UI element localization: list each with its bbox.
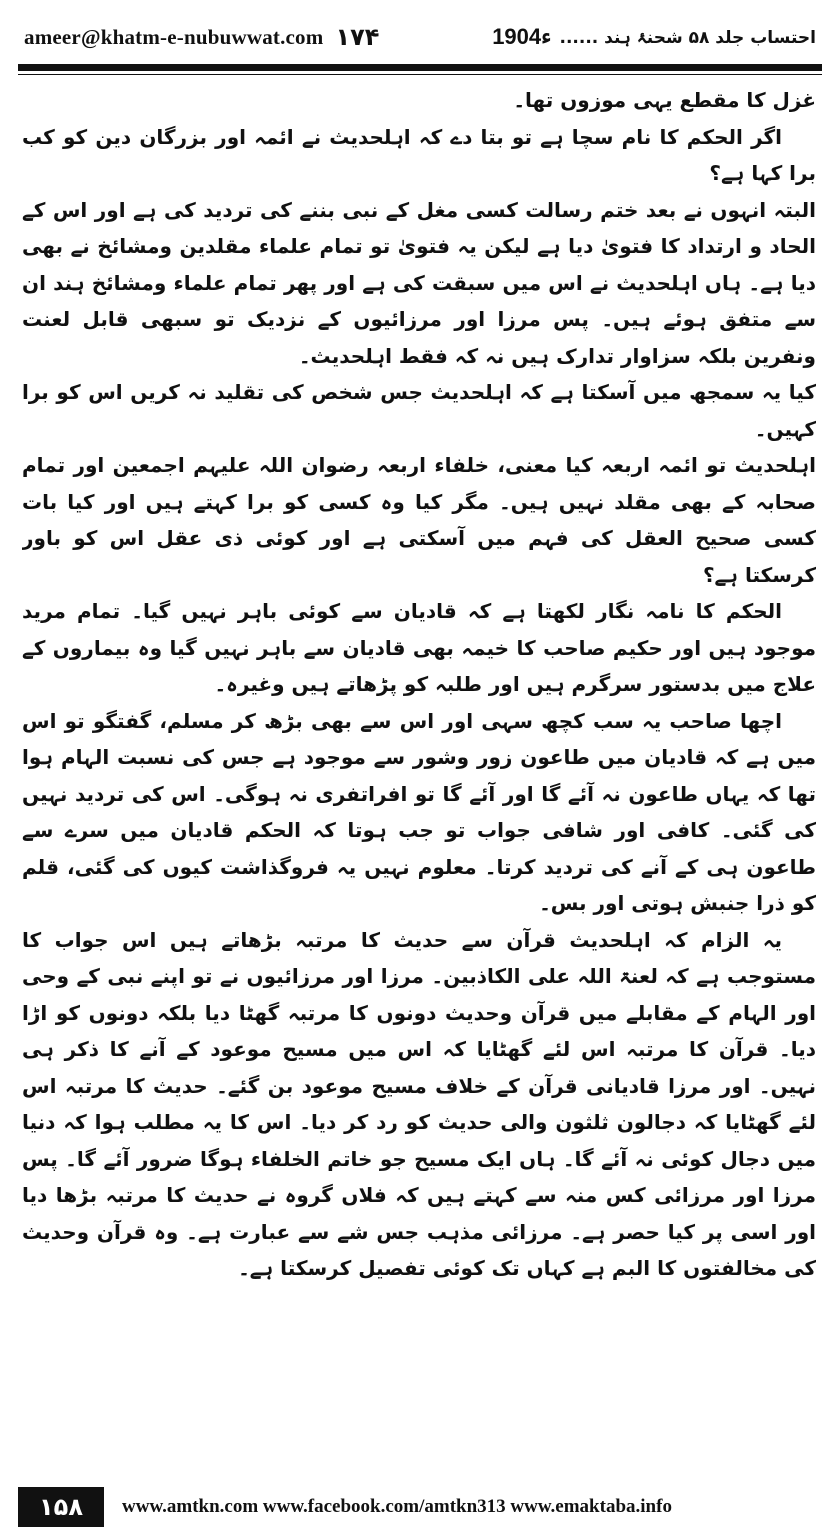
paragraph-taoon: اچھا صاحب یہ سب کچھ سہی اور اس سے بھی بڑھ کر مسلم، گفتگو تو اس میں ہے کہ قادیان میں طاعون زور وشور سے موجود ہے جس کی نسبت الہام ہوا تھا کہ یہاں طاعون نہ آئے گا اور آئے گا تو افراتفری نہ ہوگی۔ اس کی تردید نہیں کی گئی۔ کافی اور شافی جواب تو جب ہوتا کہ الحکم قادیان میں سرے سے طاعون ہی کے آنے کی تردید کرتا۔ معلوم نہیں یہ فروگذاشت کیوں کی گئی، قلم کو ذرا جنبش ہوتی اور بس۔ xyxy=(22,708,816,915)
paragraph-fatwa: البتہ انہوں نے بعد ختم رسالت کسی مغل کے نبی بننے کی تردید کی ہے اور اس کے الحاد و ارتداد کا فتویٰ دیا ہے لیکن یہ فتویٰ تو تمام علماء مقلدین ومشائخ نے بھی دیا ہے۔ ہاں اہلحدیث نے اس میں سبقت کی ہے اور پھر تمام علماء ومشائخ ہند ان سے متفق ہوئے ہیں۔ پس مرزا اور مرزائیوں کے نزدیک تو سبھی قابل لعنت ونفرین بلکہ سزاوار تدارک ہیں نہ کہ فقط اہلحدیث۔ xyxy=(22,197,816,368)
page-number: ۱۵۸ xyxy=(39,1493,83,1521)
header-section-number: ۱۷۴ xyxy=(335,23,380,51)
header-year: 1904ء xyxy=(492,24,552,49)
paragraph-nama-nigar: الحکم کا نامہ نگار لکھتا ہے کہ قادیان سے کوئی باہر نہیں گیا۔ تمام مرید موجود ہیں اور حکیم صاحب کا خیمہ بھی قادیان سے باہر نہیں گیا وہ بیماروں کے علاج میں بدستور سرگرم ہیں اور طلبہ کو پڑھاتے ہیں وغیرہ۔ xyxy=(22,599,816,696)
paragraph-aimma: اہلحدیث تو ائمہ اربعہ کیا معنی، خلفاء اربعہ رضوان اللہ علیہم اجمعین اور تمام صحابہ کے بھی مقلد نہیں ہیں۔ مگر کیا وہ کسی کو برا کہتے ہیں اور کیا بات کسی صحیح العقل کی فہم میں آسکتی ہے اور کوئی ذی عقل اس کو باور کرسکتا ہے؟ xyxy=(22,453,816,587)
paragraph-ghazal: غزل کا مقطع یہی موزوں تھا۔ xyxy=(513,88,816,112)
header-left-group xyxy=(24,23,379,51)
footer-links: www.amtkn.com www.facebook.com/amtkn313 www.emaktaba.info xyxy=(122,1496,672,1517)
page-header xyxy=(24,14,816,60)
header-rule-thin xyxy=(18,74,822,75)
header-email: ameer@khatm-e-nubuwwat.com xyxy=(24,24,324,49)
header-right-group xyxy=(492,24,816,50)
page-body xyxy=(22,82,816,1472)
paragraph-taqleed: کیا یہ سمجھ میں آسکتا ہے کہ اہلحدیث جس شخص کی تقلید نہ کریں اس کو برا کہیں۔ xyxy=(22,380,816,441)
paragraph-alhakam-question: اگر الحکم کا نام سچا ہے تو بتا دے کہ اہلحدیث نے ائمہ اور بزرگان دین کو کب برا کہا ہے؟ xyxy=(22,124,816,185)
header-book-title: احتساب جلد ۵۸ شحنۂ ہند ...... xyxy=(559,27,816,48)
page-footer xyxy=(18,1486,822,1528)
paragraph-ilzam: یہ الزام کہ اہلحدیث قرآن سے حدیث کا مرتبہ بڑھاتے ہیں اس جواب کا مستوجب ہے کہ لعنۃ اللہ علی الکاذبین۔ مرزا اور مرزائیوں نے تو اپنے نبی کے وحی اور الہام کے مقابلے میں قرآن وحدیث دونوں کا مرتبہ گھٹا دیا بلکہ دونوں کو اڑا دیا۔ قرآن کا مرتبہ اس لئے گھٹایا کہ اس میں مسیح موعود کے آنے کا ذکر ہی نہیں۔ اور مرزا قادیانی قرآن کے خلاف مسیح موعود بن گئے۔ حدیث کا مرتبہ اس لئے گھٹایا کہ دجالون ثلثون والی حدیث کو رد کر دیا۔ اس کا یہ مطلب ہوا کہ دنیا میں دجال کوئی نہ آئے گا۔ ہاں ایک مسیح جو خاتم الخلفاء ہوگا ضرور آئے گا۔ پس مرزا اور مرزائی کس منہ سے کہتے ہیں کہ فلاں گروہ نے حدیث کا مرتبہ بڑھا دیا اور اسی پر کیا حصر ہے۔ مرزائی مذہب جس شے سے عبارت ہے۔ وہ قرآن وحدیث کی مخالفتوں کا البم ہے کہاں تک کوئی تفصیل کرسکتا ہے۔ xyxy=(22,927,816,1280)
header-rule-thick xyxy=(18,64,822,71)
page-number-badge xyxy=(18,1487,104,1527)
